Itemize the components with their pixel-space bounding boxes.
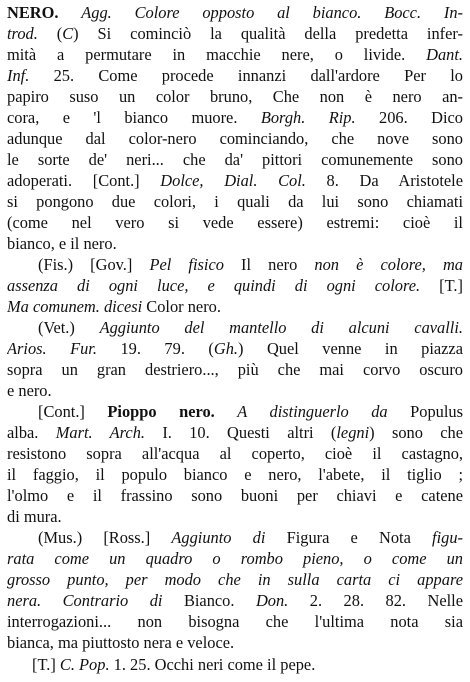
italic-run: Mart. Arch. — [55, 423, 146, 442]
text-run: Color nero. — [142, 297, 221, 316]
italic-run: Ma comunem. dicesi — [7, 297, 143, 316]
italic-run: Agg. Colore opposto al bianco. Bocc. In- — [81, 3, 463, 22]
text-run: 2. 28. 82. Nelle — [288, 591, 463, 610]
text-run: di mura. — [7, 507, 62, 526]
italic-run: Don. — [255, 591, 289, 610]
text-run: Figura e Nota — [265, 528, 433, 547]
italic-run: nera. Contrario di — [7, 591, 163, 610]
italic-run: Dant. — [426, 45, 463, 64]
italic-run: Aggiunto del mantello di alcuni cavalli. — [99, 318, 463, 337]
text-run: interrogazioni... non bisogna che l'ultima nota sia — [7, 612, 463, 631]
text-run: si pongono due colori, i quali da lui sono chiamati — [7, 192, 463, 211]
italic-run: Dolce, Dial. Col. — [160, 171, 306, 190]
text-run: sopra un gran destriero..., più che mai corvo oscuro — [7, 360, 463, 379]
italic-run: A distinguerlo da — [237, 402, 388, 421]
text-run: l'olmo e il frassino sono buoni per chiavi e catene — [7, 486, 463, 505]
italic-run: grosso punto, per modo che in sulla carta ci appare — [7, 570, 463, 589]
text-run: 8. Da Aristotele — [305, 171, 463, 190]
text-run: 206. Dico — [355, 108, 463, 127]
italic-run: C. Pop. — [59, 655, 110, 674]
text-run: Bianco. — [162, 591, 256, 610]
text-run: le sorte de' neri... che da' pittori comunemente sono — [7, 150, 463, 169]
bold-headword: NERO. — [7, 3, 59, 22]
text-run: ) Quel venne in piazza — [238, 339, 463, 358]
text-run: (Mus.) [Ross.] — [38, 528, 172, 547]
italic-run: Inf. — [7, 66, 30, 85]
text-run: [T.] — [32, 655, 60, 674]
italic-run: non è colore, ma — [314, 255, 463, 274]
text-run: [Cont.] — [38, 402, 108, 421]
text-run: papiro suso un color bruno, Che non è nero an- — [7, 87, 463, 106]
text-run — [215, 402, 238, 421]
text-run: Populus — [387, 402, 463, 421]
bold-headword: Pioppo nero. — [107, 402, 215, 421]
text-run: I. 10. Questi altri ( — [145, 423, 337, 442]
text-run: 19. 79. ( — [96, 339, 214, 358]
text-run: 25. Come procede innanzi dall'ardore Per lo — [29, 66, 463, 85]
italic-run: trod. — [7, 24, 38, 43]
italic-run: Aggiunto di — [171, 528, 266, 547]
text-run: resistono sopra all'acqua al coperto, cioè il castagno, — [7, 444, 463, 463]
text-run: ) sono che — [369, 423, 463, 442]
italic-run: Gh. — [213, 339, 238, 358]
italic-run: rata come un quadro o rombo pieno, o come un — [7, 549, 463, 568]
text-run: ) Si cominciò la qualità della predetta infer- — [73, 24, 463, 43]
text-run: cora, e 'l bianco muore. — [7, 108, 261, 127]
italic-run: C — [62, 24, 74, 43]
text-run: il faggio, il populo bianco e nero, l'abete, il tiglio ; — [7, 465, 463, 484]
text-run: alba. — [7, 423, 56, 442]
text-run: (Vet.) — [38, 318, 100, 337]
text-run: bianca, ma piuttosto nera e veloce. — [7, 633, 235, 652]
text-run: Il nero — [223, 255, 315, 274]
text-line — [32, 652, 463, 678]
italic-run: figu- — [432, 528, 463, 547]
italic-run: Borgh. Rip. — [260, 108, 356, 127]
text-run — [58, 3, 81, 22]
italic-run: Pel fisico — [149, 255, 224, 274]
text-run: adunque dal color-nero cominciando, che nove sono — [7, 129, 463, 148]
text-run: mità a permutare in macchie nere, o livide. — [7, 45, 427, 64]
italic-run: legni — [336, 423, 370, 442]
text-run: ( — [37, 24, 63, 43]
text-run: 1. 25. Occhi neri come il pepe. — [109, 655, 316, 674]
italic-run: assenza di ogni luce, e quindi di ogni colore. — [7, 276, 421, 295]
text-run: [T.] — [420, 276, 463, 295]
italic-run: Arios. Fur. — [7, 339, 97, 358]
text-run: e nero. — [7, 381, 52, 400]
text-run: (come nel vero si vede essere) estremi: cioè il — [7, 213, 463, 232]
text-run: (Fis.) [Gov.] — [38, 255, 150, 274]
text-run: bianco, e il nero. — [7, 234, 117, 253]
text-run: adoperati. [Cont.] — [7, 171, 161, 190]
